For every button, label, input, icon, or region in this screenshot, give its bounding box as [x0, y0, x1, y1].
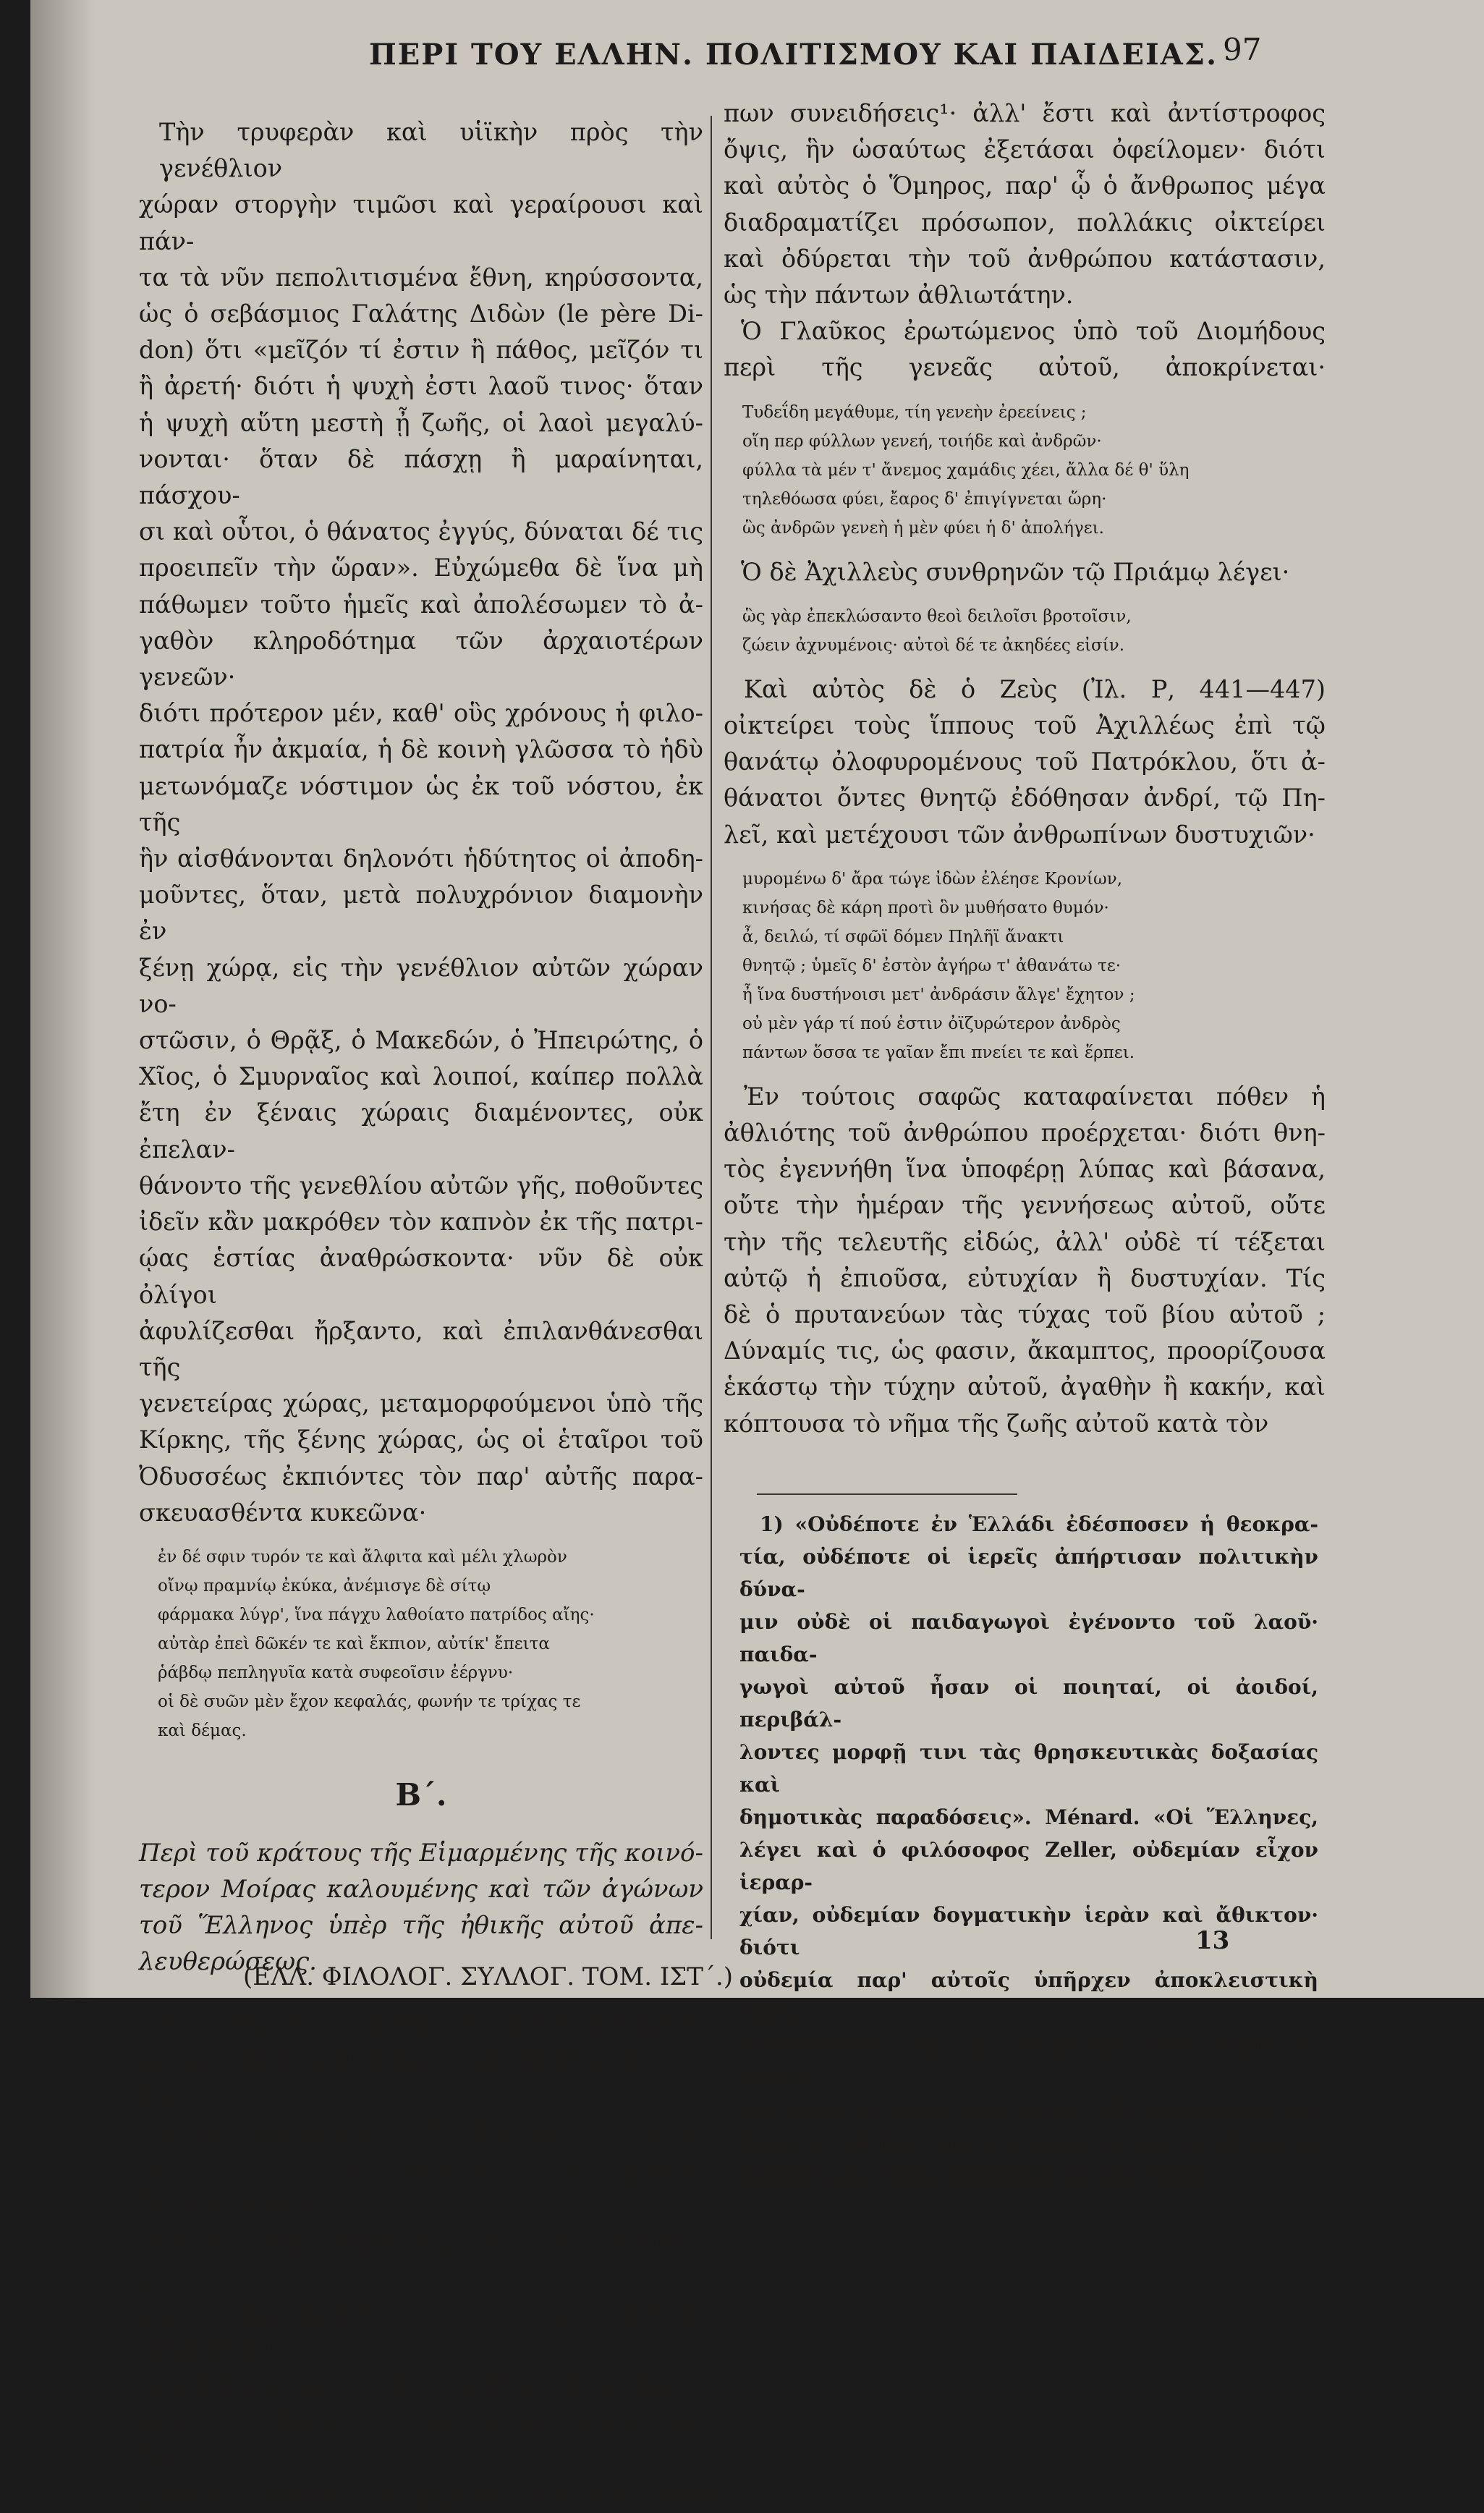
text-line: ὣς γὰρ ἐπεκλώσαντο θεοὶ δειλοῖσι βροτοῖσιν, — [742, 606, 1132, 626]
text-line: πάντων ὅσσα τε γαῖαν ἔπι πνείει τε καὶ ἕρπει. — [742, 1043, 1135, 1062]
binding-shadow — [30, 0, 96, 1998]
text-line: οἷοι ἦσαν οἱ ἱερεῖς τῆς Αἰγύπτου καὶ οἱ Βραχ- — [139, 2371, 703, 2400]
text-line: τία, οὐδέποτε οἱ ἱερεῖς ἀπήρτισαν πολιτικὴν δύνα- — [739, 1545, 1318, 1601]
text-line: ὣς ἀνδρῶν γενεὴ ἡ μὲν φύει ἡ δ' ἀπολήγει. — [742, 518, 1104, 538]
text-line: οὐδεμία παρ' αὐτοῖς ὑπῆρχεν ἀποκλειστικὴ τάξις — [739, 1968, 1318, 2025]
text-line: πατρία ἦν ἀκμαία, ἡ δὲ κοινὴ γλῶσσα τὸ ἡδὺ — [139, 735, 703, 764]
text-line: τα τὰ νῦν πεπολιτισμένα ἔθνη, κηρύσσοντα, — [139, 263, 703, 292]
text-line: οἵη περ φύλλων γενεή, τοιήδε καὶ ἀνδρῶν· — [742, 431, 1102, 451]
right-column — [724, 96, 1326, 1442]
text-line: ἰδεῖν κἂν μακρόθεν τὸν καπνὸν ἐκ τῆς πατρι- — [139, 1208, 703, 1237]
text-line: Δύναμίς τις, ὡς φασιν, ἄκαμπτος, προορίζουσα — [724, 1336, 1326, 1365]
signature-mark: 13 — [1195, 1926, 1230, 1955]
text-line: λευθερώσεως. — [139, 1947, 317, 1977]
text-line: ἔτη ἐν ξέναις χώραις διαμένοντες, οὐκ ἐπελαν- — [139, 1098, 703, 1164]
zeus-paragraph — [724, 671, 1326, 853]
text-line: διαδραματίζει πρόσωπον, πολλάκις οἰκτείρει — [724, 208, 1326, 237]
text-line: φύλλα τὰ μέν τ' ἄνεμος χαμάδις χέει, ἄλλα δέ θ' ὕλη — [742, 460, 1190, 480]
text-line: μᾶνες, ἐπιβάλλοντες τὰς ἀρχὰς αὐτῶν ὡς δόγ- — [139, 2407, 703, 2472]
text-line: θυσίας καὶ εὐχὰς προσφέρειν τοῖς θεοῖς». — [739, 2164, 1231, 2187]
text-line: τερον Μοίρας καλουμένης καὶ τῶν ἀγώνων — [139, 1875, 703, 1904]
text-line: Κίρκης, τῆς ξένης χώρας, ὡς οἱ ἑταῖροι τοῦ — [139, 1425, 703, 1454]
text-line: οἴνῳ πραμνίῳ ἐκύκα, ἀνέμισγε δὲ σίτῳ — [158, 1576, 491, 1595]
text-line: τὸς ἐγεννήθη ἵνα ὑποφέρῃ λύπας καὶ βάσανα, — [724, 1155, 1326, 1184]
iliad-verse-achilles — [724, 602, 1326, 660]
text-line: στῶσιν, ὁ Θρᾷξ, ὁ Μακεδών, ὁ Ἠπειρώτης, ὁ — [139, 1026, 703, 1055]
text-line: μιν οὐδὲ οἱ παιδαγωγοὶ ἐγένοντο τοῦ λαοῦ· παιδα- — [739, 1610, 1318, 1666]
text-line: ἀφυλίζεσθαι ἤρξαντο, καὶ ἐπιλανθάνεσθαι τῆς — [139, 1316, 703, 1381]
text-line: ἀθλιότης τοῦ ἀνθρώπου προέρχεται· διότι θνη- — [724, 1119, 1326, 1148]
text-line: ἆ, δειλώ, τί σφῶϊ δόμεν Πηλῆϊ ἄνακτι — [742, 927, 1064, 946]
text-line: φάρμακα λύγρ', ἵνα πάγχυ λαθοίατο πατρίδος αἴης· — [158, 1605, 595, 1624]
text-line: ὡς ὁ σεβάσμιος Γαλάτης Διδὼν (le père Di- — [139, 300, 703, 329]
text-line: τος τοῦ ἀνθρώπου ἐν Ἑλλάδι φαίνεται μέγα — [139, 2116, 703, 2145]
column-divider — [711, 116, 712, 1939]
text-line: Περὶ τοῦ κράτους τῆς Εἱμαρμένης τῆς κοινό- — [139, 1839, 703, 1868]
text-line: θανάτῳ ὀλοφυρομένους τοῦ Πατρόκλου, ὅτι ἀ- — [724, 747, 1326, 776]
text-line: θάνοντο τῆς γενεθλίου αὐτῶν γῆς, ποθοῦντες — [139, 1171, 703, 1200]
text-line: προειπεῖν τὴν ὥραν». Εὐχώμεθα δὲ ἵνα μὴ — [139, 554, 703, 582]
text-line: Ὀδυσσέως ἐκπιόντες τὸν παρ' αὐτῆς παρα- — [139, 1462, 703, 1491]
text-line: οὔτε ὑπὸ τῆς φύσεως τῆς χώρας δεσποζόμενον — [139, 2153, 703, 2219]
text-line: ζώειν ἀχνυμένοις· αὐτοὶ δέ τε ἀκηδέες εἰσίν. — [742, 635, 1125, 655]
journal-line: (ΕΛΛ. ΦΙΛΟΛΟΓ. ΣΥΛΛΟΓ. ΤΟΜ. ΙΣΤ΄.) — [243, 1962, 734, 1991]
text-line: Τυδεΐδη μεγάθυμε, τίη γενεὴν ἐρεείνεις ; — [742, 402, 1087, 422]
text-line: καὶ ὀδύρεται τὴν τοῦ ἀνθρώπου κατάστασιν, — [724, 244, 1326, 273]
page-number: 97 — [1223, 32, 1262, 67]
text-line: διότι πρότερον μέν, καθ' οὓς χρόνους ἡ φιλο- — [139, 699, 703, 728]
text-line: γενετείρας χώρας, μεταμορφούμενοι ὑπὸ τῆς — [139, 1389, 703, 1418]
footnote — [739, 1508, 1318, 2192]
section-title — [139, 1835, 703, 1980]
text-line: ξένῃ χώρᾳ, εἰς τὴν γενέθλιον αὐτῶν χώραν νο- — [139, 953, 703, 1018]
text-line: πάθωμεν τοῦτο ἡμεῖς καὶ ἀπολέσωμεν τὸ ἀ- — [139, 590, 703, 619]
text-line: Τὴν τρυφερὰν καὶ υἱϊκὴν πρὸς τὴν γενέθλιον — [159, 118, 703, 183]
iliad-verse-zeus — [724, 865, 1326, 1067]
text-line: οὔτε τὴν ἡμέραν τῆς γεννήσεως αὐτοῦ, οὔτε — [724, 1191, 1326, 1220]
text-line: αὐτῷ ἡ ἐπιοῦσα, εὐτυχίαν ἢ δυστυχίαν. Τίς — [724, 1263, 1326, 1292]
text-line: οἱ δὲ συῶν μὲν ἔχον κεφαλάς, φωνήν τε τρίχας τε — [158, 1692, 581, 1711]
text-line: θεοῦ, ἀλλὰ πᾶς τις, καὶ πᾶσα κοινότης ἠδύνατο — [739, 2131, 1318, 2155]
section-letter: Β΄. — [395, 1776, 447, 1813]
text-line: τὴν τῆς τελευτῆς εἰδώς, ἀλλ' οὐδὲ τί τέξεται — [724, 1227, 1326, 1256]
text-line: περὶ τῆς γενεᾶς αὐτοῦ, ἀποκρίνεται· — [724, 353, 1326, 382]
text-line: ματα καὶ ἄγοντες καὶ φέροντες τὰς τῶν ἀνθρώ- — [139, 2480, 729, 2509]
achilles-intro: Ὁ δὲ Ἀχιλλεὺς συνθρηνῶν τῷ Πριάμῳ λέγει· — [741, 557, 1290, 586]
text-line: ἐν δέ σφιν τυρόν τε καὶ ἄλφιτα καὶ μέλι χλωρὸν — [158, 1547, 567, 1567]
text-line: Χῖος, ὁ Σμυρναῖος καὶ λοιποί, καίπερ πολλὰ — [139, 1062, 703, 1091]
text-line: Ὁ Γλαῦκος ἐρωτώμενος ὑπὸ τοῦ Διομήδους — [741, 317, 1326, 346]
text-line: δημοτικὰς παραδόσεις». Ménard. «Οἱ Ἕλληνες, — [739, 1805, 1318, 1829]
text-line: καὶ αὐτὸς ὁ Ὅμηρος, παρ' ᾧ ὁ ἄνθρωπος μέγα — [724, 171, 1326, 200]
text-line: ἢ ἀρετή· διότι ἡ ψυχὴ ἐστι λαοῦ τινος· ὅταν — [139, 372, 703, 401]
text-line: ῥάβδῳ πεπληγυῖα κατὰ συφεοῖσιν ἐέργνυ· — [158, 1663, 514, 1682]
running-title: ΠΕΡΙ ΤΟΥ ΕΛΛΗΝ. ΠΟΛΙΤΙΣΜΟΥ ΚΑΙ ΠΑΙΔΕΙΑΣ. — [369, 38, 1218, 72]
text-line: κινήσας δὲ κάρη προτὶ ὃν μυθήσατο θυμόν· — [742, 898, 1109, 918]
text-line: Καὶ αὐτὸς δὲ ὁ Ζεὺς (Ἰλ. Ρ, 441—447) — [744, 674, 1326, 703]
text-line: λοντες μορφῇ τινι τὰς θρησκευτικὰς δοξασίας καὶ — [739, 1740, 1318, 1797]
text-line: Ἐν τούτοις σαφῶς καταφαίνεται πόθεν ἡ — [744, 1082, 1326, 1111]
text-line: μοῦντες, ὅταν, μετὰ πολυχρόνιον διαμονὴν ἐν — [139, 881, 703, 946]
text-line: σι καὶ οὗτοι, ὁ θάνατος ἐγγύς, δύναται δέ τις — [139, 517, 703, 546]
text-line: ἡ ψυχὴ αὕτη μεστὴ ᾖ ζωῆς, οἱ λαοὶ μεγαλύ- — [139, 408, 703, 437]
intro-paragraph — [139, 114, 703, 1531]
page-header — [30, 32, 1484, 75]
text-line: δὲ ὁ πρυτανεύων τὰς τύχας τοῦ βίου αὐτοῦ ; — [724, 1300, 1326, 1329]
text-line: don) ὅτι «μεῖζόν τί ἐστιν ἢ πάθος, μεῖζόν τι — [139, 336, 703, 365]
text-line: αὐτὰρ ἐπεὶ δῶκέν τε καὶ ἔκπιον, αὐτίκ' ἔπειτα — [158, 1634, 550, 1653]
text-line: οὐκ ἦσαν οἱ μόνοι μεσῖται μεταξὺ ἀνθρώπων καὶ — [739, 2098, 1318, 2122]
book-page — [30, 0, 1484, 2509]
text-line: μετωνόμαζε νόστιμον ὡς ἐκ τοῦ νόστου, ἐκ τῆς — [139, 771, 703, 836]
text-line: 1) «Οὐδέποτε ἐν Ἑλλάδι ἐδέσποσεν ἡ θεοκρα- — [760, 1512, 1318, 1536]
text-line: ὡς τὴν πάντων ἀθλιωτάτην. — [724, 281, 1074, 310]
text-line: μάτων ὄψιν ἐξητάσαμεν ἀνευρόντες ὅτι τὸ κρά- — [139, 2044, 703, 2109]
text-line: θάνατοι ὄντες θνητῷ ἐδόθησαν ἀνδρί, τῷ Πη- — [724, 784, 1326, 813]
text-line: θνητῷ ; ὑμεῖς δ' ἐστὸν ἀγήρω τ' ἀθανάτω τε· — [742, 956, 1122, 975]
text-line: οὔτε ὑπὸ τῆς θρησκείας, ἥτις οὔτε δόγματα εἶ- — [139, 2226, 703, 2291]
text-line: τηλεθόωσα φύει, ἔαρος δ' ἐπιγίγνεται ὥρη· — [742, 489, 1107, 509]
text-line: ἦ ἵνα δυστήνοισι μετ' ἀνδράσιν ἄλγε' ἔχητον ; — [742, 985, 1135, 1004]
text-line: ἑκάστῳ τὴν τύχην αὐτοῦ, ἀγαθὴν ἢ κακήν, καὶ — [724, 1373, 1326, 1402]
text-line: γαθὸν κληροδότημα τῶν ἀρχαιοτέρων γενεῶν· — [139, 626, 703, 692]
left-column — [139, 114, 729, 2513]
text-line: πων συνειδήσεις¹· ἀλλ' ἔστι καὶ ἀντίστροφος — [724, 99, 1326, 127]
text-line: σκευασθέντα κυκεῶνα· — [139, 1498, 427, 1527]
opening-paragraph — [724, 96, 1326, 313]
text-line: μυρομένω δ' ἄρα τώγε ἰδὼν ἐλέησε Κρονίων, — [742, 869, 1123, 889]
text-line: ὄψις, ἣν ὡσαύτως ἐξετάσαι ὀφείλομεν· διότι — [724, 135, 1326, 164]
text-line: καὶ δέμας. — [158, 1721, 247, 1740]
text-line: οὐ μὲν γάρ τί πού ἐστιν ὀϊζυρώτερον ἀνδρὸς — [742, 1014, 1121, 1033]
text-line: ῴας ἑστίας ἀναθρώσκοντα· νῦν δὲ οὐκ ὀλίγοι — [139, 1244, 703, 1309]
odyssey-verse — [139, 1543, 703, 1745]
text-line: γωγοὶ αὐτοῦ ἦσαν οἱ ποιηταί, οἱ ἀοιδοί, περιβάλ- — [739, 1675, 1318, 1732]
section-paragraph — [139, 2004, 729, 2513]
iliad-verse-glaukos — [724, 398, 1326, 543]
text-line: κόπτουσα τὸ νῆμα τῆς ζωῆς αὐτοῦ κατὰ τὸν — [724, 1409, 1269, 1438]
footnote-rule — [757, 1493, 1017, 1495]
closing-paragraph — [724, 1079, 1326, 1442]
text-line: χεν ἀμετακίνητα οὔτε λειτουργοὺς μεγασθενεῖς, — [139, 2298, 703, 2363]
text-line: λέγει καὶ ὁ φιλόσοφος Zeller, οὐδεμίαν εἶχον ἱεραρ- — [739, 1838, 1318, 1894]
text-line: χώραν στοργὴν τιμῶσι καὶ γεραίρουσι καὶ πάν- — [139, 190, 703, 255]
text-line: διευθύνουσα τὰ τῆς λατρείας τῶν θεῶν· οἱ ἱερεῖς — [739, 2033, 1318, 2090]
text-line: § 11. Μέχρις ἐνταῦθα τὴν καλὴν τῶν πραγ- — [159, 2008, 703, 2037]
text-line: χίαν, οὐδεμίαν δογματικὴν ἱερὰν καὶ ἄθικτον· διότι — [739, 1903, 1318, 1959]
text-line: τοῦ Ἕλληνος ὑπὲρ τῆς ἠθικῆς αὐτοῦ ἀπε- — [139, 1911, 703, 1941]
text-line: νονται· ὅταν δὲ πάσχῃ ἢ μαραίνηται, πάσχου- — [139, 444, 703, 510]
text-line: οἰκτείρει τοὺς ἵππους τοῦ Ἀχιλλέως ἐπὶ τῷ — [724, 711, 1326, 740]
glaukos-intro — [724, 313, 1326, 386]
text-line: λεῖ, καὶ μετέχουσι τῶν ἀνθρωπίνων δυστυχιῶν· — [724, 820, 1315, 849]
text-line: ἣν αἰσθάνονται δηλονότι ἡδύτητος οἱ ἀποδη- — [139, 844, 703, 873]
